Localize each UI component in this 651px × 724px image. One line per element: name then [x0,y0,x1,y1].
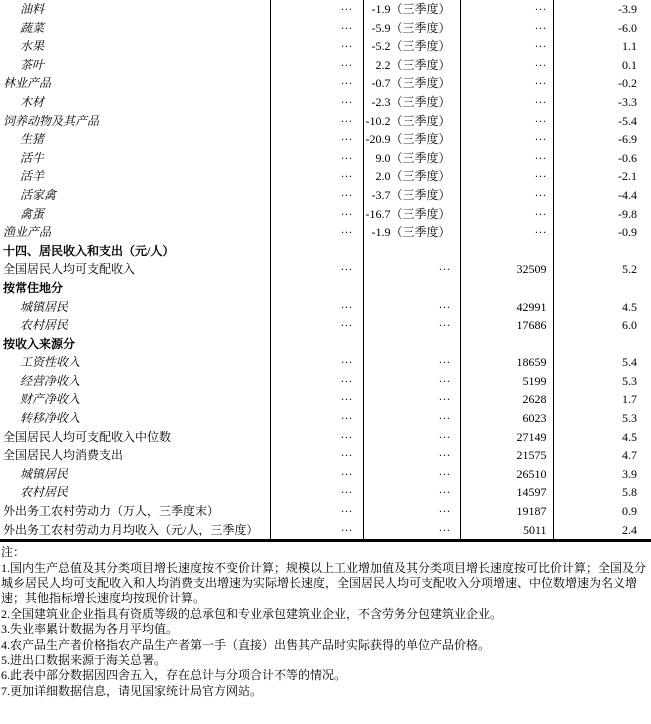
indicator-label: 渔业产品 [3,225,52,240]
indicator-label: 禽蛋 [20,206,45,221]
value-quarter: -0.7（三季度） [363,74,460,93]
indicator-label: 全国居民人均消费支出 [3,448,124,463]
value-quarter: -20.9（三季度） [363,130,460,149]
value-cumulative: ··· [460,186,553,205]
table-row [0,223,651,242]
value-current: ··· [270,372,363,391]
note-item: 5.进出口数据来源于海关总署。 [1,653,167,668]
growth-rate: -5.4 [553,112,651,131]
value-cumulative: 19187 [460,502,553,521]
value-cumulative: ··· [460,74,553,93]
value-cumulative: ··· [460,130,553,149]
value-quarter: ··· [363,446,460,465]
value-cumulative: ··· [460,56,553,75]
value-cumulative: ··· [460,93,553,112]
indicator-label: 水果 [20,39,45,54]
value-quarter: ··· [363,353,460,372]
table-row [0,260,651,279]
value-current: ··· [270,260,363,279]
table-row [0,372,651,391]
value-cumulative: ··· [460,19,553,38]
indicator-label: 活牛 [20,150,45,165]
indicator-label: 生猪 [20,132,45,147]
growth-rate: -6.0 [553,19,651,38]
value-quarter [363,335,460,354]
growth-rate: 5.3 [553,372,651,391]
value-quarter: -1.9（三季度） [363,0,460,19]
growth-rate [553,335,651,354]
note-item: 6.此表中部分数据因四舍五入，存在总计与分项合计不等的情况。 [1,668,347,683]
value-quarter [363,242,460,261]
growth-rate: 4.7 [553,446,651,465]
growth-rate: -3.3 [553,93,651,112]
table-row [0,279,651,298]
indicator-label: 外出务工农村劳动力月均收入（元/人，三季度） [3,522,259,537]
note-item: 3.失业率累计数据为各月平均值。 [1,622,179,637]
table-row [0,0,651,19]
growth-rate [553,242,651,261]
table-row [0,74,651,93]
growth-rate [553,279,651,298]
value-cumulative: ··· [460,223,553,242]
value-current: ··· [270,130,363,149]
growth-rate: -4.4 [553,186,651,205]
value-cumulative: 18659 [460,353,553,372]
indicator-label: 蔬菜 [20,20,45,35]
value-quarter: -1.9（三季度） [363,223,460,242]
value-cumulative: ··· [460,205,553,224]
value-current: ··· [270,93,363,112]
value-quarter: ··· [363,390,460,409]
growth-rate: 1.7 [553,390,651,409]
note-item: 4.农产品生产者价格指农产品生产者第一手（直接）出售其产品时实际获得的单位产品价格。 [1,637,491,652]
table-row [0,167,651,186]
value-cumulative: ··· [460,37,553,56]
growth-rate: 5.2 [553,260,651,279]
indicator-label: 饲养动物及其产品 [3,113,100,128]
value-current: ··· [270,298,363,317]
value-current: ··· [270,446,363,465]
value-cumulative: ··· [460,0,553,19]
indicator-label: 油料 [20,2,45,16]
table-row [0,428,651,447]
value-current: ··· [270,186,363,205]
value-cumulative [460,335,553,354]
indicator-label: 林业产品 [3,76,52,91]
notes-list [1,561,649,700]
value-current: ··· [270,223,363,242]
growth-rate: 5.3 [553,409,651,428]
table-row [0,37,651,56]
growth-rate: 3.9 [553,465,651,484]
value-current: ··· [270,37,363,56]
growth-rate: -3.9 [553,0,651,19]
table-row [0,186,651,205]
table-row [0,353,651,372]
indicator-label: 全国居民人均可支配收入 [3,262,136,277]
value-current: ··· [270,390,363,409]
indicator-label: 十四、居民收入和支出（元/人） [3,243,175,258]
table-row [0,298,651,317]
table-row [0,390,651,409]
indicator-label: 全国居民人均可支配收入中位数 [3,429,172,444]
growth-rate: 0.9 [553,502,651,521]
value-current: ··· [270,149,363,168]
value-current [270,335,363,354]
indicator-label: 城镇居民 [20,466,69,481]
indicator-label: 活家禽 [20,187,57,202]
value-cumulative: ··· [460,149,553,168]
indicator-label: 转移净收入 [20,411,81,426]
table-row [0,521,651,541]
table-row [0,409,651,428]
value-quarter: 2.2（三季度） [363,56,460,75]
value-quarter: ··· [363,260,460,279]
value-current: ··· [270,316,363,335]
note-item: 7.更加详细数据信息，请见国家统计局官方网站。 [1,683,263,698]
value-quarter [363,279,460,298]
growth-rate: 5.4 [553,353,651,372]
value-cumulative: ··· [460,112,553,131]
value-quarter: ··· [363,409,460,428]
value-quarter: -3.7（三季度） [363,186,460,205]
value-current [270,242,363,261]
value-quarter: ··· [363,428,460,447]
value-current: ··· [270,74,363,93]
value-current: ··· [270,19,363,38]
value-cumulative [460,279,553,298]
growth-rate: 0.1 [553,56,651,75]
value-cumulative: 42991 [460,298,553,317]
indicator-label: 按收入来源分 [3,336,76,351]
value-cumulative: 21575 [460,446,553,465]
growth-rate: 2.4 [553,521,651,541]
growth-rate: -9.8 [553,205,651,224]
value-current: ··· [270,56,363,75]
growth-rate: -6.9 [553,130,651,149]
value-quarter: ··· [363,483,460,502]
value-cumulative: 6023 [460,409,553,428]
table-row [0,465,651,484]
growth-rate: -2.1 [553,167,651,186]
value-current [270,279,363,298]
value-current: ··· [270,0,363,19]
value-cumulative: 17686 [460,316,553,335]
table-row [0,130,651,149]
indicator-label: 城镇居民 [20,299,69,314]
value-cumulative: 5199 [460,372,553,391]
value-quarter: ··· [363,521,460,541]
indicator-label: 木材 [20,94,45,109]
table-row [0,56,651,75]
value-current: ··· [270,167,363,186]
growth-rate: 4.5 [553,298,651,317]
value-current: ··· [270,409,363,428]
indicator-label: 经营净收入 [20,373,81,388]
value-current: ··· [270,483,363,502]
table-row [0,316,651,335]
table-row [0,205,651,224]
table-row [0,242,651,261]
growth-rate: -0.2 [553,74,651,93]
indicator-label: 活羊 [20,169,45,184]
indicator-label: 外出务工农村劳动力（万人，三季度末） [3,504,220,519]
value-quarter: ··· [363,372,460,391]
indicator-label: 农村居民 [20,318,69,333]
value-cumulative [460,242,553,261]
value-cumulative: 5011 [460,521,553,541]
indicator-label: 工资性收入 [20,355,81,370]
value-quarter: -10.2（三季度） [363,112,460,131]
value-cumulative: 27149 [460,428,553,447]
value-quarter: ··· [363,502,460,521]
table-row [0,335,651,354]
growth-rate: 6.0 [553,316,651,335]
value-cumulative: 26510 [460,465,553,484]
value-quarter: 2.0（三季度） [363,167,460,186]
indicator-label: 农村居民 [20,485,69,500]
value-current: ··· [270,521,363,541]
value-cumulative: 14597 [460,483,553,502]
value-current: ··· [270,502,363,521]
value-current: ··· [270,205,363,224]
table-notes [0,542,651,699]
value-quarter: 9.0（三季度） [363,149,460,168]
note-item: 2.全国建筑业企业指具有资质等级的总承包和专业承包建筑业企业，不含劳务分包建筑业企业。 [1,606,503,621]
indicator-label: 茶叶 [20,57,45,72]
value-quarter: ··· [363,465,460,484]
table-row [0,483,651,502]
growth-rate: 1.1 [553,37,651,56]
value-quarter: -5.9（三季度） [363,19,460,38]
note-item: 1.国内生产总值及其分类项目增长速度按不变价计算；规模以上工业增加值及其分类项目增长速度按可比价计算；全国及分城乡居民人均可支配收入和人均消费支出增速为实际增长速度，全国居民人均可支配收入分项增速、中位数增速为名义增速；其他指标增长速度均按现价计算。 [1,560,647,606]
value-current: ··· [270,353,363,372]
value-quarter: ··· [363,316,460,335]
growth-rate: 5.8 [553,483,651,502]
value-cumulative: 32509 [460,260,553,279]
indicator-label: 按常住地分 [3,280,64,295]
indicator-label: 财产净收入 [20,392,81,407]
value-quarter: -16.7（三季度） [363,205,460,224]
value-current: ··· [270,428,363,447]
table-row [0,446,651,465]
table-row [0,149,651,168]
growth-rate: 4.5 [553,428,651,447]
value-quarter: ··· [363,298,460,317]
growth-rate: -0.6 [553,149,651,168]
table-row [0,112,651,131]
table-row [0,19,651,38]
growth-rate: -0.9 [553,223,651,242]
notes-label: 注： [1,545,26,560]
value-quarter: -5.2（三季度） [363,37,460,56]
table-row [0,502,651,521]
value-cumulative: ··· [460,167,553,186]
value-quarter: -2.3（三季度） [363,93,460,112]
table-row [0,93,651,112]
value-current: ··· [270,465,363,484]
value-cumulative: 2628 [460,390,553,409]
value-current: ··· [270,112,363,131]
